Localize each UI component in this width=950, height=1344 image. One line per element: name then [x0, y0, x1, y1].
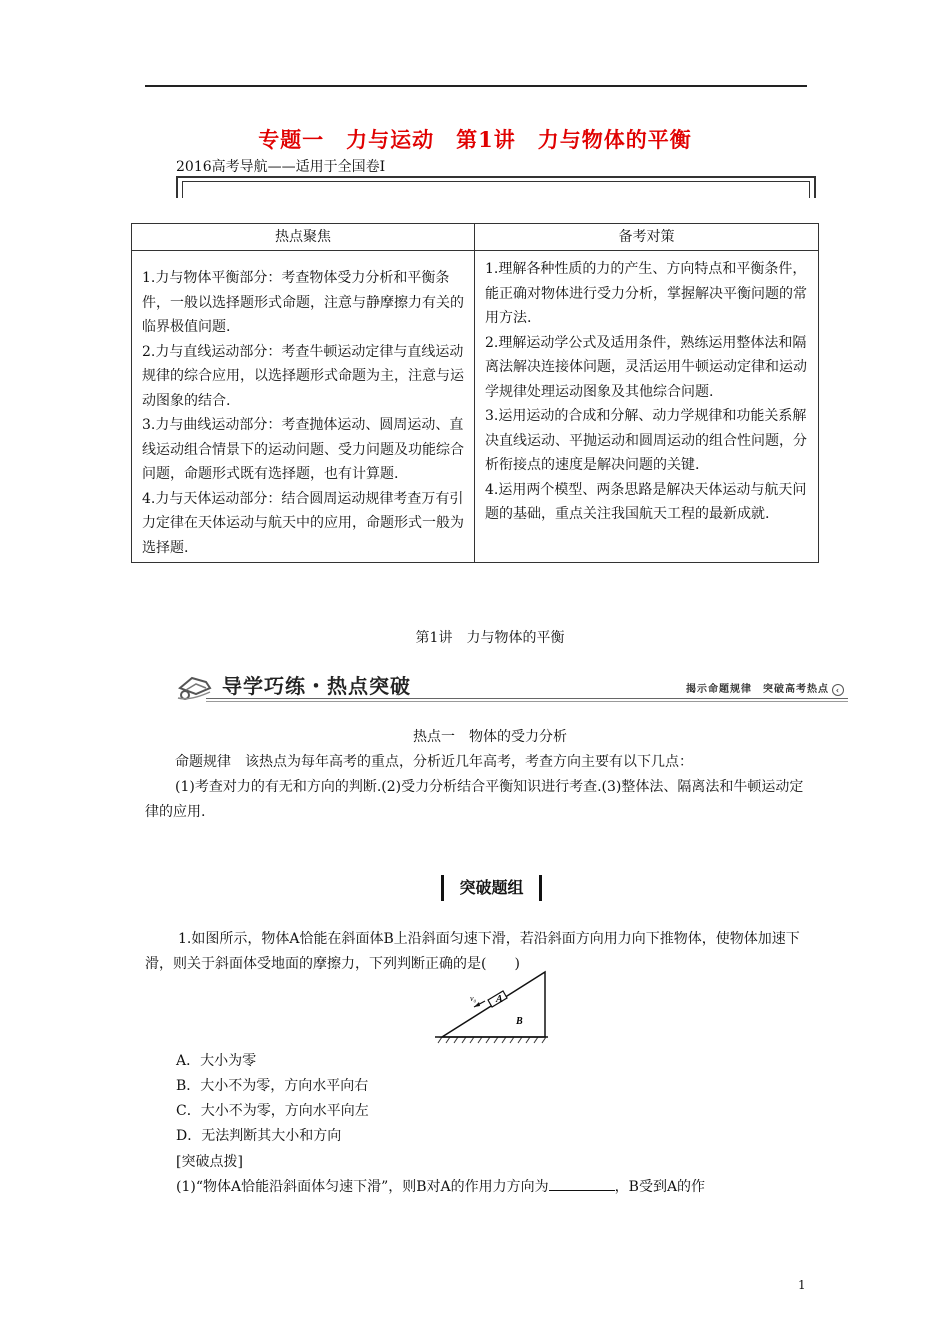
rule-line-1: 命题规律 该热点为每年高考的重点，分析近几年高考，考查方向主要有以下几点：: [175, 754, 693, 770]
hotspot-item: 4.力与天体运动部分：结合圆周运动规律考查万有引力定律在天体运动与航天中的应用，命题形式一般为选择题.: [142, 490, 464, 556]
chevron-left-icon: ‹: [832, 684, 844, 696]
page-title: 专题一 力与运动 第1讲 力与物体的平衡: [258, 127, 692, 152]
header-rule: [145, 85, 807, 87]
question-stem: 1.如图所示，物体A恰能在斜面体B上沿斜面匀速下滑，若沿斜面方向用力向下推物体，使物体加速下滑，则关于斜面体受地面的摩擦力，下列判断正确的是( ): [145, 931, 800, 972]
banner-title: 导学巧练・热点突破: [222, 674, 411, 698]
hint-label: [突破点拨]: [176, 1154, 243, 1170]
option-c[interactable]: C．大小不为零，方向水平向左: [176, 1103, 369, 1119]
book-hand-icon: [176, 668, 216, 702]
hotspots-cell: [132, 251, 475, 563]
b-label: B: [516, 1016, 523, 1027]
v0-label: v₀: [470, 994, 477, 1003]
breakthrough-group-label: 突破题组: [441, 875, 542, 901]
hint-line: (1)“物体A恰能沿斜面体匀速下滑”，则B对A的作用力方向为 ，B受到A的作: [176, 1176, 826, 1196]
hotspot-one-title: 热点一 物体的受力分析: [413, 729, 567, 745]
col-header-strategies: 备考对策: [475, 224, 819, 251]
answer-blank[interactable]: [549, 1176, 615, 1191]
strategy-item: 4.运用两个模型、两条思路是解决天体运动与航天问题的基础，重点关注我国航天工程的最新成就.: [485, 481, 807, 522]
exam-guide-subtitle: 2016高考导航——适用于全国卷Ⅰ: [176, 159, 386, 175]
banner-tagline: 揭示命题规律 突破高考热点 ‹: [686, 680, 844, 696]
ground-hatching: [438, 1037, 546, 1043]
strategy-item: 3.运用运动的合成和分解、动力学规律和功能关系解决直线运动、平抛运动和圆周运动的组合性问题，分析衔接点的速度是解决问题的关键.: [485, 408, 807, 473]
incline-figure: [430, 967, 550, 1051]
rule-line-2: (1)考查对力的有无和方向的判断.(2)受力分析结合平衡知识进行考查.(3)整体法、隔离法和牛顿运动定律的应用.: [145, 779, 804, 820]
hotspot-item: 2.力与直线运动部分：考查牛顿运动定律与直线运动规律的综合应用，以选择题形式命题为主，注意与运动图象的结合.: [142, 343, 464, 409]
a-label: A: [496, 994, 503, 1005]
option-a[interactable]: A．大小为零: [176, 1053, 257, 1069]
page-number: 1: [798, 1278, 806, 1292]
strategies-cell: [475, 251, 819, 563]
option-b[interactable]: B．大小不为零，方向水平向右: [176, 1078, 369, 1094]
option-d[interactable]: D．无法判断其大小和方向: [176, 1128, 342, 1144]
hotspot-item: 3.力与曲线运动部分：考查抛体运动、圆周运动、直线运动组合情景下的运动问题、受力问题及功能综合问题，命题形式既有选择题，也有计算题.: [142, 417, 464, 482]
guide-frame: [176, 176, 816, 198]
hotspot-strategy-table: [131, 223, 819, 563]
col-header-hotspots: 热点聚焦: [132, 224, 475, 251]
hotspot-item: 1.力与物体平衡部分：考查物体受力分析和平衡条件，一般以选择题形式命题，注意与静摩擦力有关的临界极值问题.: [142, 270, 464, 335]
strategy-item: 1.理解各种性质的力的产生、方向特点和平衡条件，能正确对物体进行受力分析，掌握解决平衡问题的常用方法.: [485, 261, 807, 326]
lecture-title: 第1讲 力与物体的平衡: [415, 630, 565, 646]
strategy-item: 2.理解运动学公式及适用条件，熟练运用整体法和隔离法解决连接体问题，灵活运用牛顿运动定律和运动学规律处理运动图象及其他综合问题.: [485, 334, 807, 400]
section-banner: [176, 666, 848, 702]
